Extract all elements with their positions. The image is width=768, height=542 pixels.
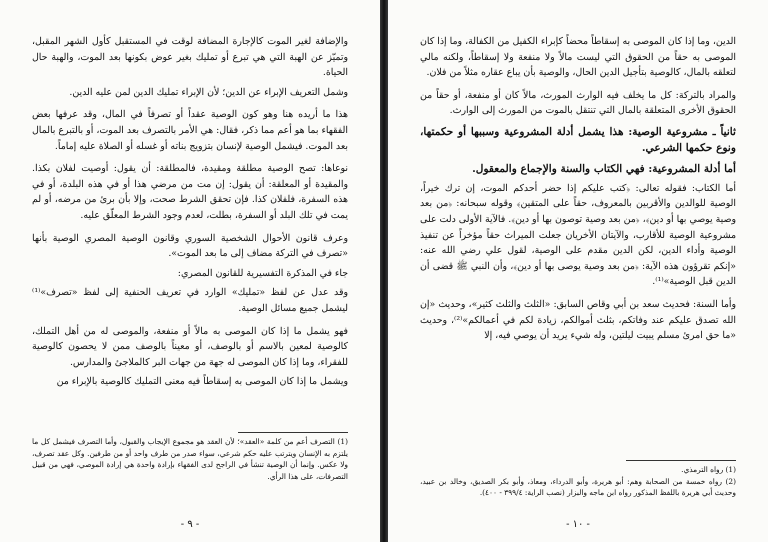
footnote: (2) رواه خمسة من الصحابة وهم: أبو هريرة، وأبو الدرداء، ومعاذ، وأبو بكر الصديق، وخالد بن عبيد، وحديث أبي هريرة باللفظ المذكور رواه ابن ماجه والبزار (نصب الراية: ٣٩٩/٤ - ٤٠٠). xyxy=(420,476,736,497)
paragraph: وشمل التعريف الإبراء عن الدين؛ لأن الإبراء تمليك الدين لمن عليه الدين. xyxy=(69,86,348,98)
paragraph: والمراد بالتركة: كل ما يخلف فيه الوارث المورث، مالاً كان أو منفعة، أو حقاً من الحقوق الأخرى المتعلقة بالمال التي تنتقل بالموت من المورث إلى الوارث. xyxy=(420,89,736,117)
subsection-heading: أما أدلة المشروعية: فهي الكتاب والسنة والإجماع والمعقول. xyxy=(472,163,736,176)
paragraph: فهو يشمل ما إذا كان الموصى به مالاً أو منفعة، والموصى له من أهل التملك، كالوصية لمعين بالاسم أو بالوصف، أو معيناً بالوصف ممن لا يحصون كالوصية للفقراء، وما إذا كان الموصى له جهة من جهات البر كالملاجئ والمدارس. xyxy=(32,325,348,368)
right-page xyxy=(388,0,768,542)
footnote: (1) رواه الترمذي. xyxy=(681,465,736,474)
right-footnotes xyxy=(420,464,736,499)
footnote-divider xyxy=(238,432,348,433)
right-page-body xyxy=(420,34,736,348)
left-page xyxy=(0,0,380,542)
paragraph: هذا ما أريده هنا وهو كون الوصية عقداً أو تصرفاً في المال، وقد عرفها بعض الفقهاء بما هو أعم مما ذكر، فقال: هي الأمر بالتصرف بعد الموت، أو بالتبرع بالمال بعد الموت. فيشمل الوصية لإنسان بتزويج بناته أو غسله أو الصلاة عليه إماماً. xyxy=(32,109,348,152)
page-number: - ١٠ - xyxy=(566,519,590,530)
book-gutter xyxy=(380,0,388,542)
paragraph: وقد عدل عن لفظ «تمليك» الوارد في تعريف الحنفية إلى لفظ «تصرف»⁽¹⁾ ليشمل جميع مسائل الوصية. xyxy=(32,287,348,314)
paragraph: ويشمل ما إذا كان الموصى به إسقاطاً فيه معنى التمليك كالوصية بالإبراء من xyxy=(56,376,348,388)
footnote: (1) التصرف أعم من كلمة «العقد»؛ لأن العقد هو مجموع الإيجاب والقبول، وأما التصرف فيشمل كل ما يلتزم به الإنسان ويترتب عليه حكم شرعي، سواء صدر من طرف واحد أو من طرفين. وكل عقد تصرف، ولا عكس. وإنما أن الوصية تنشأ في الراجح لدى الفقهاء بإرادة واحدة هي إرادة الموصي، فهي من قبيل التصرفات، على هذا الرأي. xyxy=(32,437,348,481)
paragraph: والإضافة لغير الموت كالإجارة المضافة لوقت في المستقبل كأول الشهر المقبل، وتميّز عن الهبة التي هي تبرع أو تمليك بغير عوض بكونها بعد الموت، والهبة حال الحياة. xyxy=(32,36,348,79)
footnote-divider xyxy=(626,460,736,461)
paragraph: أما الكتاب: فقوله تعالى: ﴿كتب عليكم إذا حضر أحدكم الموت، إن ترك خيراً، الوصية للوالدين والأقربين بالمعروف، حقاً على المتقين﴾ وقوله سبحانه: ﴿من بعد وصية يوصي بها أو دين﴾، ﴿من بعد وصية توصون بها أو دين﴾. فالآية الأولى دلت على مشروعية الوصية للأقارب، والآيتان الأخريان جعلت الميراث حقاً مؤخراً عن تنفيذ الوصية وأداء الدين، لكن الدين مقدم على الوصية، لقول علي رضي الله عنه: «إنكم تقرؤون هذه الآية: ﴿من بعد وصية يوصى بها أو دين﴾، وأن النبي ﷺ قضى أن الدين قبل الوصية»⁽¹⁾. xyxy=(420,182,736,288)
page-number: - ٩ - xyxy=(180,519,200,530)
paragraph: جاء في المذكرة التفسيرية للقانون المصري: xyxy=(177,267,348,279)
left-page-body xyxy=(32,34,348,394)
paragraph: وعرف قانون الأحوال الشخصية السوري وقانون الوصية المصري الوصية بأنها «تصرف في التركة مضاف إلى ما بعد الموت». xyxy=(32,232,348,260)
paragraph: وأما السنة: فحديث سعد بن أبي وقاص السابق: «الثلث والثلث كثير»، وحديث «إن الله تصدق عليكم عند وفاتكم، بثلث أموالكم، زيادة لكم في أعمالكم»⁽²⁾، وحديث «ما حق امرئ مسلم يبيت ليلتين، وله شيء يريد أن يوصي فيه، إلا xyxy=(420,298,736,342)
left-footnotes xyxy=(32,436,348,482)
section-heading: ثانياً ـ مشروعية الوصية: هذا يشمل أدلة المشروعية وسببها أو حكمتها، ونوع حكمها الشرعي. xyxy=(420,125,736,154)
paragraph: نوعاها: تصح الوصية مطلقة ومقيدة، فالمطلقة: أن يقول: أوصيت لفلان بكذا. والمقيدة أو المعلقة: أن يقول: إن مت من مرضي هذا أو في هذه البلدة، أو في هذه السفرة، فلفلان كذا. فإن تحقق الشرط صحت، وإلا بأن برئ من مرضه، أو لم يمت في تلك البلد أو السفرة، بطلت، لعدم وجود الشرط المعلّق عليه. xyxy=(32,163,348,221)
paragraph: الدين، وما إذا كان الموصى به إسقاطاً محضاً كإبراء الكفيل من الكفالة، وما إذا كان الموصى به حقاً من الحقوق التي ليست مالاً ولا منفعة ولا إسقاطاً، ولكنه مالي لتعلقه بالمال، كالوصية بتأجيل الدين الحال، والوصية بأن يباع عقاره مثلاً من فلان. xyxy=(420,36,736,79)
